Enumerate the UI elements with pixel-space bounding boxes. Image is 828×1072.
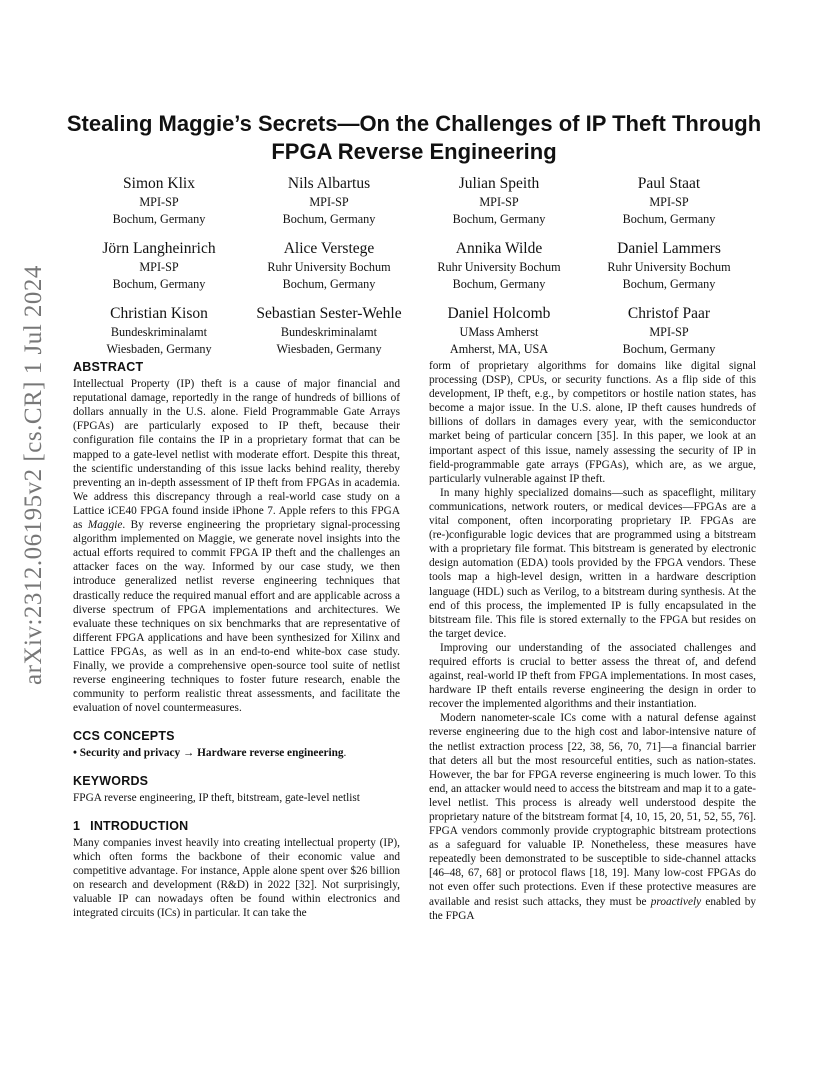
author-name: Alice Verstege xyxy=(283,240,375,257)
author-block xyxy=(244,239,414,292)
arxiv-identifier-text: arXiv:2312.06195v2 [cs.CR] 1 Jul 2024 xyxy=(20,265,47,685)
author-name: Jörn Langheinrich xyxy=(102,240,216,257)
ccs-text: • Security and privacy → Hardware reverse engineering. xyxy=(73,747,347,760)
author-block xyxy=(74,304,244,357)
ccs-heading: CCS CONCEPTS xyxy=(73,729,175,744)
author-location: Bochum, Germany xyxy=(282,211,376,226)
author-block xyxy=(244,304,414,357)
author-affiliation: MPI-SP xyxy=(139,195,179,209)
author-name: Christof Paar xyxy=(627,305,711,322)
author-affiliation: UMass Amherst xyxy=(459,325,539,339)
author-block xyxy=(74,239,244,292)
author-block xyxy=(414,174,584,227)
author-name: Daniel Lammers xyxy=(617,240,721,257)
author-location: Bochum, Germany xyxy=(282,276,376,291)
author-list xyxy=(74,174,754,357)
author-affiliation: MPI-SP xyxy=(139,260,179,274)
author-name: Nils Albartus xyxy=(287,175,371,192)
abstract-text: Intellectual Property (IP) theft is a cause of major financial and reputational damage, reportedly in the range of hundreds of billions of dollars annually in the U.S. alone. Field Programmable Gate Arrays (FPGAs) are particularly exposed to IP theft, because their configuration file contains the IP in a proprietary format that can be mapped to a gate-level netlist with moderate effort. Despite this threat, the scientific understanding of this issue lacks behind reality, thereby preventing an in-depth assessment of IP theft from FPGAs in academia. We address this discrepancy through a real-world case study on a Lattice iCE40 FPGA found inside iPhone 7. Apple refers to this FPGA as Maggie. By reverse engineering the proprietary signal-processing algorithm implemented on Maggie, we generate novel insights into the actual efforts required to commit FPGA IP theft and the challenges an attacker faces on the way. Informed by our case study, we then introduce generalized netlist reverse engineering techniques that drastically reduce the required manual effort and are applicable across a diverse spectrum of FPGA implementations and architectures. We evaluate these techniques on six benchmarks that are representative of different FPGA applications and have been synthesized for Xilinx and Lattice FPGAs, as well as in an end-to-end white-box case study. Finally, we provide a comprehensive open-source tool suite of netlist reverse engineering techniques to foster future research, enable the community to perform realistic threat assessments, and facilitate the evaluation of novel countermeasures. xyxy=(73,378,400,715)
author-affiliation: MPI-SP xyxy=(309,195,349,209)
author-location: Bochum, Germany xyxy=(622,276,716,291)
proactively-emphasis: proactively xyxy=(650,895,702,908)
author-affiliation: Bundeskriminalamt xyxy=(280,325,378,339)
author-location: Wiesbaden, Germany xyxy=(106,341,212,356)
keywords-text: FPGA reverse engineering, IP theft, bitstream, gate-level netlist xyxy=(73,791,360,804)
author-block xyxy=(414,239,584,292)
keywords-heading: KEYWORDS xyxy=(73,773,149,788)
section-number: 1 xyxy=(73,818,81,833)
author-location: Amherst, MA, USA xyxy=(449,341,549,356)
author-name: Daniel Holcomb xyxy=(447,305,551,322)
author-block xyxy=(584,174,754,227)
author-affiliation: Ruhr University Bochum xyxy=(267,260,391,274)
intro-paragraph: Many companies invest heavily into creating intellectual property (IP), which often forms the backbone of their economic value and competitive advantage. For instance, Apple alone spent over $26 billion on research and development (R&D) in 2022 [32]. Not surprisingly, valuable IP can nowadays often be found within electronics and integrated circuits (ICs) in particular. It can take the xyxy=(73,836,400,920)
author-affiliation: MPI-SP xyxy=(649,195,689,209)
author-location: Wiesbaden, Germany xyxy=(276,341,382,356)
author-location: Bochum, Germany xyxy=(452,276,546,291)
author-block xyxy=(244,174,414,227)
author-name: Christian Kison xyxy=(110,305,208,322)
author-affiliation: Bundeskriminalamt xyxy=(110,325,208,339)
right-column xyxy=(429,359,756,923)
author-name: Simon Klix xyxy=(123,175,195,192)
body-paragraph: In many highly specialized domains—such as spaceflight, military communications, network routers, or medical devices—FPGAs are a vital component, often incorporating proprietary IP. FPGAs are (re-)configurable logic devices that are programmed using a bitstream with a proprietary file format. This bitstream is generated by electronic design automation (EDA) tools provided by the FPGA vendors. These tools map a high-level design, written in a hardware description language (HDL) such as Verilog, to a bitstream during synthesis. At the end of this process, the implemented IP is fully encapsulated in the bitstream file. This file is stored externally to the FPGA but resides on the target device. xyxy=(429,486,756,640)
author-block xyxy=(584,239,754,292)
body-paragraph: form of proprietary algorithms for domains like digital signal processing (DSP), CPUs, or security functions. As a flip side of this development, IP theft, e.g., by competitors or hostile nation states, has become a major issue. In the U.S. alone, IP theft causes hundreds of billions of dollars in damages every year, with the semiconductor market being of particular concern [35]. In this paper, we look at an important aspect of this issue, namely assessing the security of IP in field-programmable gate arrays (FPGAs), which are, as we argue, particularly vulnerable against IP theft. xyxy=(429,360,756,485)
author-name: Julian Speith xyxy=(458,175,540,192)
author-name: Annika Wilde xyxy=(455,240,543,257)
left-column xyxy=(73,360,400,920)
author-location: Bochum, Germany xyxy=(622,211,716,226)
author-location: Bochum, Germany xyxy=(622,341,716,356)
paper-title: Stealing Maggie’s Secrets—On the Challenges of IP Theft Through FPGA Reverse Engineering xyxy=(66,111,762,164)
section-title: INTRODUCTION xyxy=(90,818,189,833)
author-name: Sebastian Sester-Wehle xyxy=(256,305,402,322)
author-location: Bochum, Germany xyxy=(452,211,546,226)
author-name: Paul Staat xyxy=(637,175,701,192)
introduction-heading xyxy=(73,819,400,833)
abstract-heading: ABSTRACT xyxy=(73,360,144,374)
body-paragraph: Modern nanometer-scale ICs come with a natural defense against reverse engineering due to the high cost and labor-intensive nature of the netlist extraction process [22, 38, 56, 70, 71]—a financial barrier that deters all but the most resourceful entities, such as nation-states. However, the bar for FPGA reverse engineering is much lower. To this end, an attacker would need to access the bitstream and map it to a gate-level netlist. This process is already well understood despite the proprietary nature of the bitstream format [4, 10, 15, 20, 51, 52, 55, 76]. FPGA vendors commonly provide cryptographic bitstream protections as a safeguard for valuable IP. Nonetheless, these measures have repeatedly been demonstrated to be susceptible to side-channel attacks [46–48, 67, 68] or protocol flaws [18, 19]. Many low-cost FPGAs do not even offer such protections. Even if these protective measures are available and resist such attacks, they must be proactively enabled by the FPGA xyxy=(429,712,756,922)
author-block xyxy=(584,304,754,357)
body-paragraph: Improving our understanding of the associated challenges and required efforts is crucial to better assess the threat of, and defend against, real-world IP theft from FPGA implementations. In most cases, hardware IP theft entails reverse engineering the design in order to recover the implemented algorithms and their instantiation. xyxy=(429,641,756,711)
arxiv-identifier xyxy=(14,265,54,685)
author-block xyxy=(74,174,244,227)
maggie-emphasis: Maggie xyxy=(87,519,123,532)
author-location: Bochum, Germany xyxy=(112,276,206,291)
author-location: Bochum, Germany xyxy=(112,211,206,226)
author-affiliation: MPI-SP xyxy=(649,325,689,339)
author-block xyxy=(414,304,584,357)
author-affiliation: Ruhr University Bochum xyxy=(437,260,561,274)
author-affiliation: Ruhr University Bochum xyxy=(607,260,731,274)
author-affiliation: MPI-SP xyxy=(479,195,519,209)
